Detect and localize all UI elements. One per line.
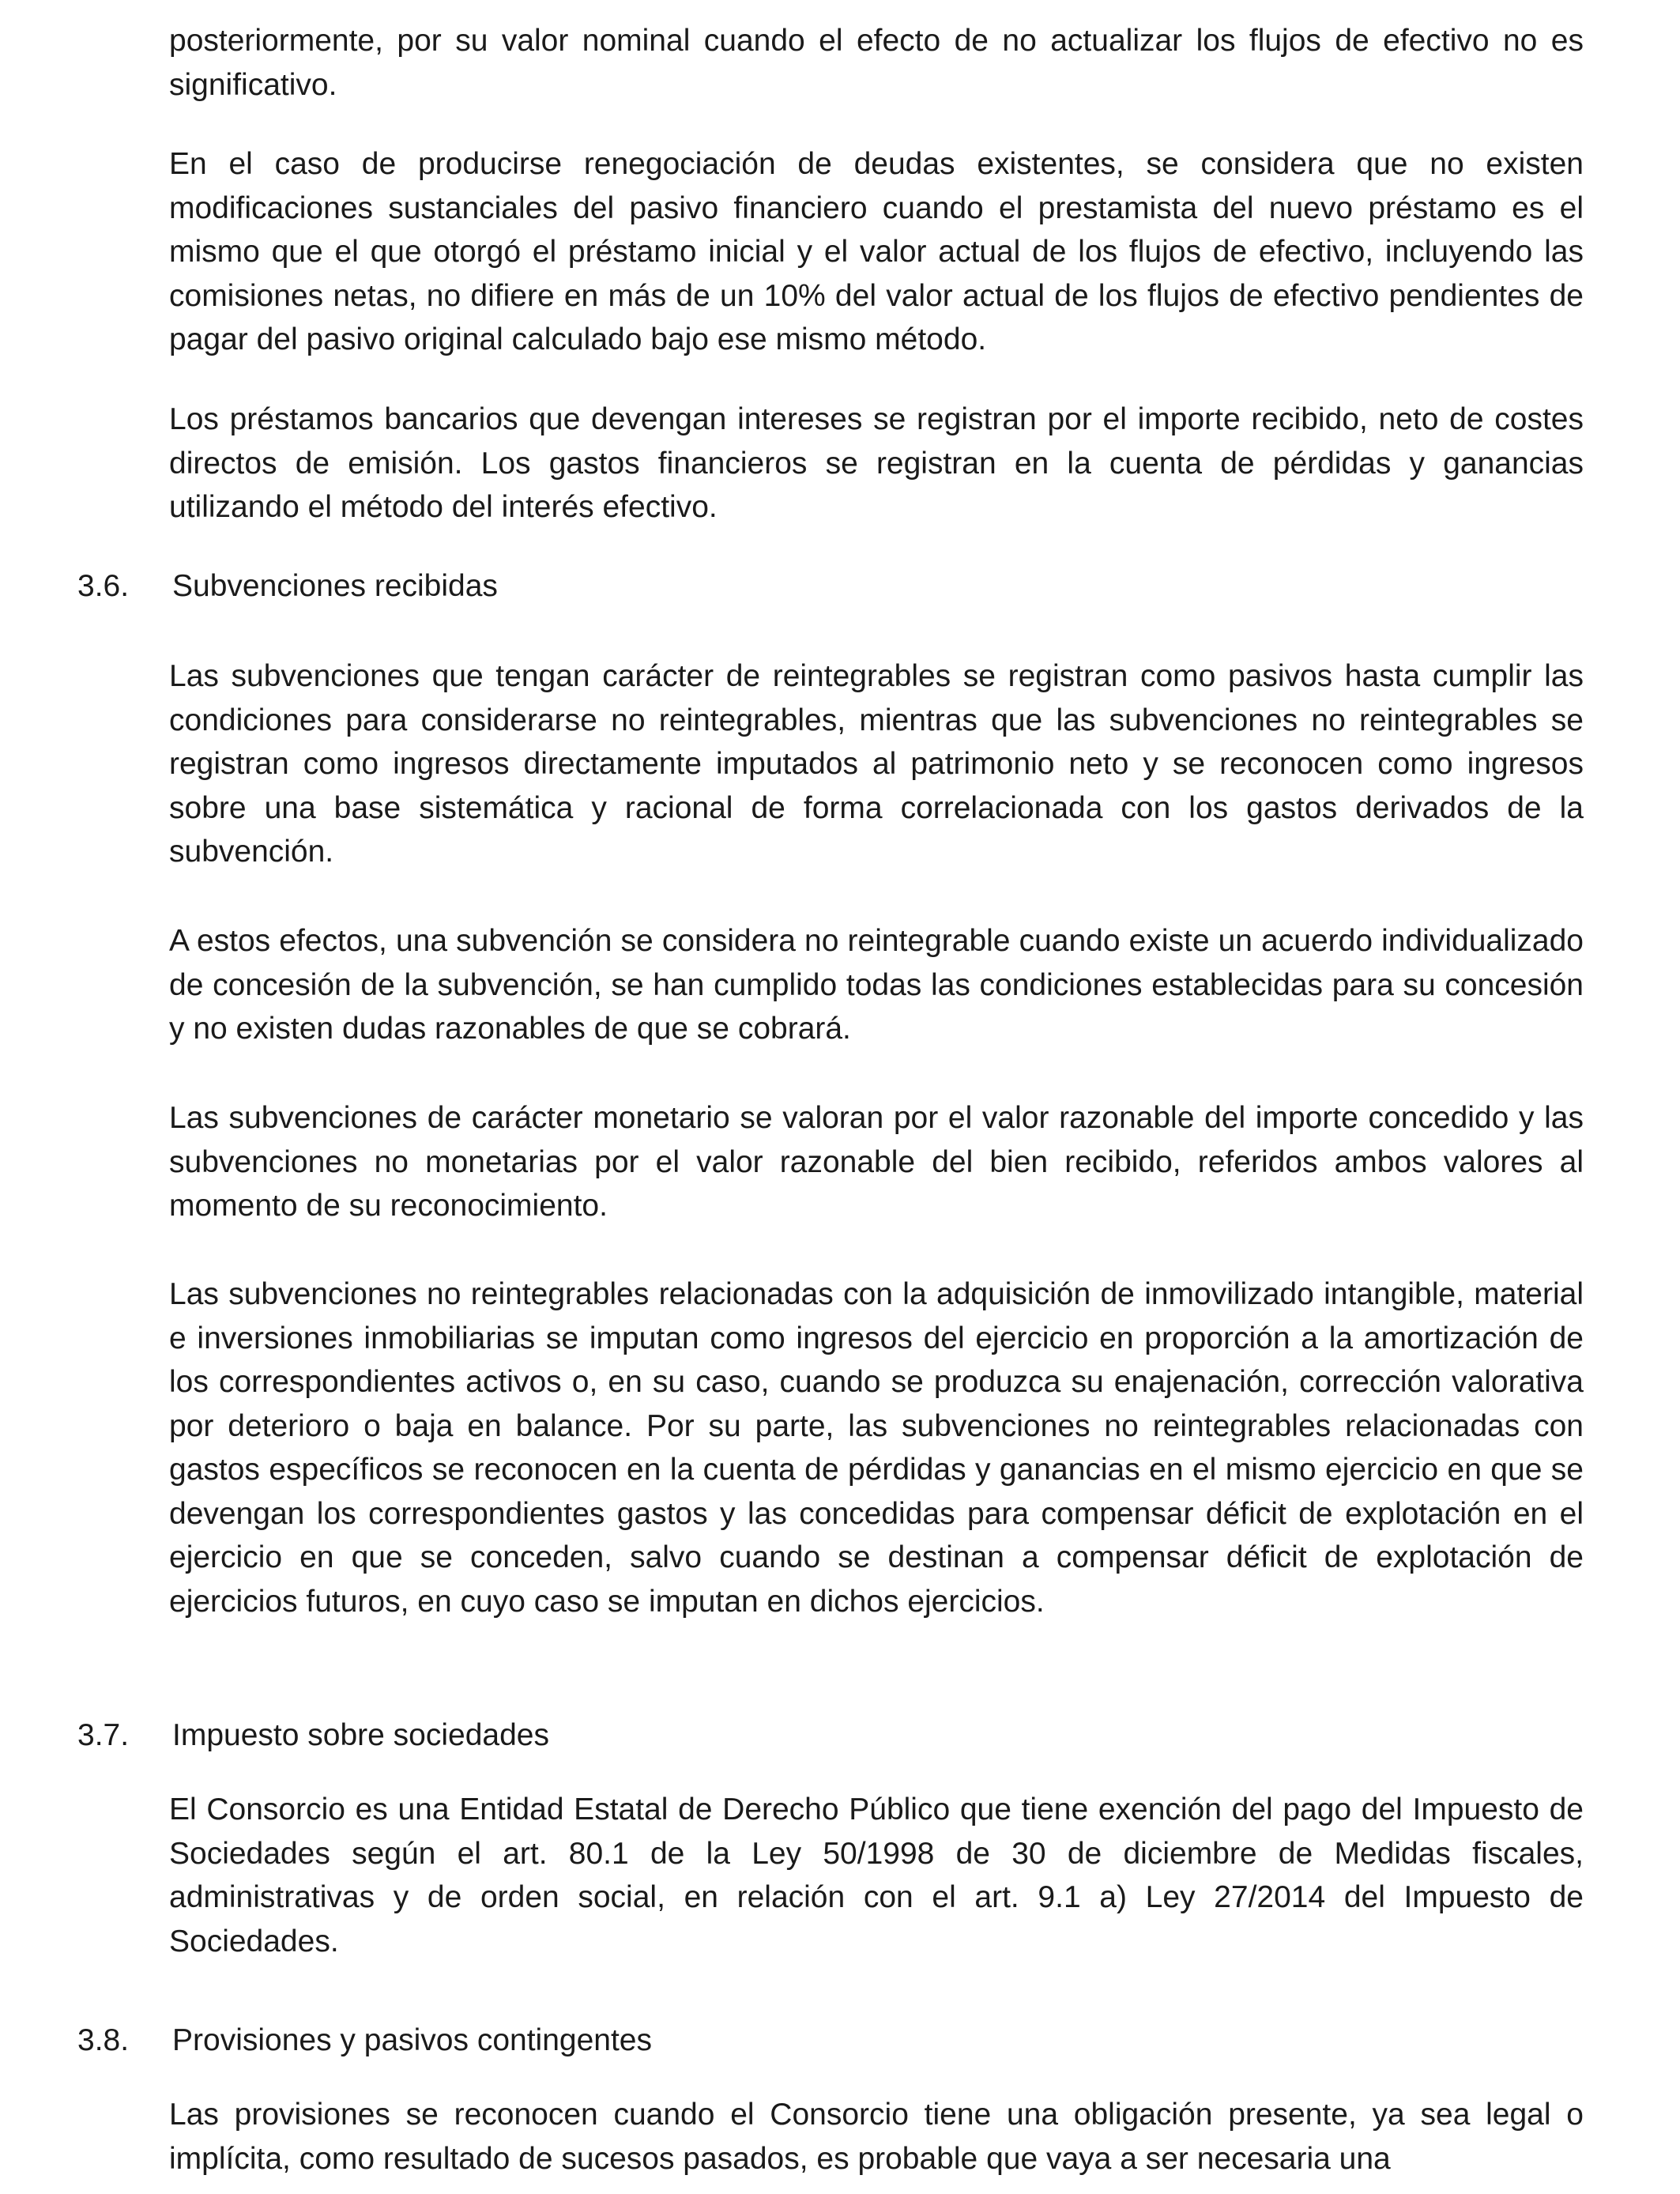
paragraph-provisiones: Las provisiones se reconocen cuando el Consorcio tiene una obligación presente, ya sea legal o implícita, como resultado de sucesos pasados, es probable que vaya a ser necesaria una <box>169 2098 1584 2176</box>
section-title: Subvenciones recibidas <box>172 569 498 603</box>
paragraph-renegociacion-deudas: En el caso de producirse renegociación de deudas existentes, se considera que no existen modificaciones sustanciales del pasivo financiero cuando el prestamista del nuevo préstamo es el mismo que el que otorgó el préstamo inicial y el valor actual de los flujos de efectivo, incluyendo las comisiones netas, no difiere en más de un 10% del valor actual de los flujos de efectivo pendientes de pagar del pasivo original calculado bajo ese mismo método. <box>169 147 1584 356</box>
section-number: 3.8. <box>77 2023 130 2057</box>
section-number: 3.7. <box>77 1718 130 1752</box>
section-title: Provisiones y pasivos contingentes <box>172 2023 652 2057</box>
paragraph-subvenciones-reintegrables: Las subvenciones que tengan carácter de reintegrables se registran como pasivos hasta cumplir las condiciones para considerarse no reintegrables, mientras que las subvenciones no reintegrables se registran como ingresos directamente imputados al patrimonio neto y se reconocen como ingresos sobre una base sistemática y racional de forma correlacionada con los gastos derivados de la subvención. <box>169 659 1584 869</box>
paragraph-subvenciones-monetarias: Las subvenciones de carácter monetario se valoran por el valor razonable del importe concedido y las subvenciones no monetarias por el valor razonable del bien recibido, referidos ambos valores al momento de su reconocimiento. <box>169 1101 1584 1223</box>
paragraph-imputacion-subvenciones: Las subvenciones no reintegrables relacionadas con la adquisición de inmovilizado intangible, material e inversiones inmobiliarias se imputan como ingresos del ejercicio en proporción a la amortización de los correspondientes activos o, en su caso, cuando se produzca su enajenación, corrección valorativa por deterioro o baja en balance. Por su parte, las subvenciones no reintegrables relacionadas con gastos específicos se reconocen en la cuenta de pérdidas y ganancias en el mismo ejercicio en que se devengan los correspondientes gastos y las concedidas para compensar déficit de explotación en el ejercicio en que se conceden, salvo cuando se destinan a compensar déficit de explotación de ejercicios futuros, en cuyo caso se imputan en dichos ejercicios. <box>169 1277 1584 1619</box>
section-number: 3.6. <box>77 569 130 603</box>
section-title: Impuesto sobre sociedades <box>172 1718 549 1752</box>
section-heading-3-7 <box>77 1713 549 1757</box>
paragraph-prestamos-bancarios: Los préstamos bancarios que devengan intereses se registran por el importe recibido, neto de costes directos de emisión. Los gastos financieros se registran en la cuenta de pérdidas y ganancias utilizando el método del interés efectivo. <box>169 402 1584 524</box>
section-heading-3-8 <box>77 2019 652 2062</box>
paragraph-subvencion-no-reintegrable: A estos efectos, una subvención se considera no reintegrable cuando existe un acuerdo individualizado de concesión de la subvención, se han cumplido todas las condiciones establecidas para su concesión y no existen dudas razonables de que se cobrará. <box>169 924 1584 1046</box>
section-heading-3-6 <box>77 564 498 608</box>
paragraph-valor-nominal: posteriormente, por su valor nominal cuando el efecto de no actualizar los flujos de efectivo no es significativo. <box>169 24 1584 102</box>
paragraph-impuesto-sociedades: El Consorcio es una Entidad Estatal de Derecho Público que tiene exención del pago del Impuesto de Sociedades según el art. 80.1 de la Ley 50/1998 de 30 de diciembre de Medidas fiscales, administrativas y de orden social, en relación con el art. 9.1 a) Ley 27/2014 del Impuesto de Sociedades. <box>169 1793 1584 1958</box>
